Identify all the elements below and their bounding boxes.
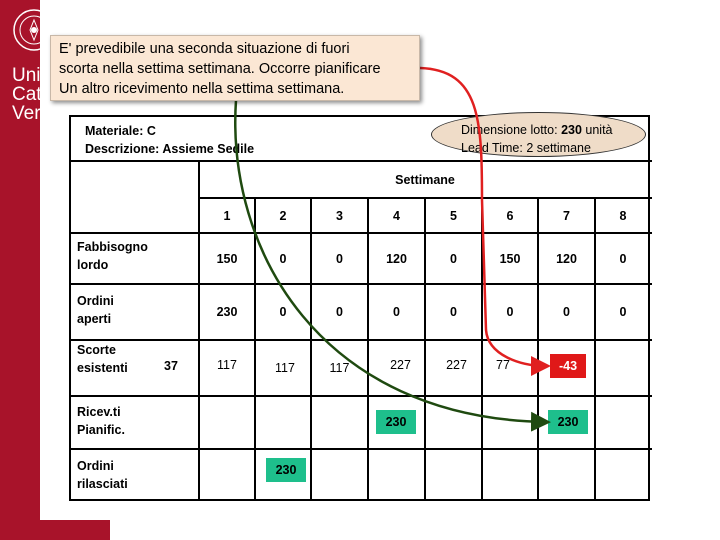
open-order-cell: 0 <box>506 305 514 319</box>
row-label-line: rilasciati <box>77 477 128 491</box>
gross-cell: 150 <box>216 251 238 266</box>
grid-line <box>69 395 652 397</box>
material-label: Materiale: C <box>85 124 156 138</box>
gross-cell: 120 <box>556 251 577 266</box>
description-label: Descrizione: Assieme Sedile <box>85 142 255 156</box>
row-label-gross <box>77 238 148 274</box>
week-header: 1 <box>223 208 231 223</box>
week-header: 2 <box>279 208 287 223</box>
stock-cell: 227 <box>446 358 467 372</box>
lot-size-value: 230 <box>561 123 582 137</box>
released-order-badge: 230 <box>266 458 306 482</box>
grid-line <box>69 448 652 450</box>
row-label-line: Scorte <box>77 343 116 357</box>
open-order-cell: 0 <box>393 305 400 319</box>
material-header <box>85 122 254 158</box>
row-label-planned-receipts <box>77 403 125 439</box>
open-order-cell: 0 <box>279 305 287 319</box>
gross-cell: 120 <box>386 251 407 266</box>
open-order-cell: 0 <box>336 305 343 319</box>
open-order-cell: 230 <box>216 305 238 319</box>
row-label-released-orders <box>77 457 128 493</box>
brand-line-2: Cat <box>12 84 42 105</box>
grid-line <box>69 339 652 341</box>
initial-stock-value: 37 <box>164 359 178 373</box>
callout-line: Un altro ricevimento nella settima settimana. <box>59 81 345 97</box>
row-label-line: esistenti <box>77 361 128 375</box>
gross-cell: 0 <box>450 251 457 266</box>
week-header: 8 <box>619 208 627 223</box>
gross-cell: 0 <box>619 251 627 266</box>
stock-cell: 227 <box>390 358 411 372</box>
callout-line: scorta nella settima settimana. Occorre pianificare <box>59 61 381 77</box>
row-label-line: Ordini <box>77 459 114 473</box>
week-header: 6 <box>506 208 514 223</box>
brand-line-1: Uni <box>12 65 41 86</box>
weeks-title: Settimane <box>395 172 455 187</box>
planned-receipt-badge: 230 <box>548 410 588 434</box>
lot-info <box>461 121 613 157</box>
week-header: 3 <box>336 208 343 223</box>
row-label-line: aperti <box>77 312 112 326</box>
row-label-open-orders <box>77 292 114 328</box>
stock-cell: 117 <box>329 361 350 375</box>
brand-wordmark <box>12 66 42 123</box>
gross-cell: 0 <box>279 251 287 266</box>
week-header: 7 <box>563 208 570 223</box>
brand-line-3: Ver <box>12 103 41 124</box>
lead-time-label: Lead Time: 2 settimane <box>461 141 591 155</box>
callout-line: E' prevedibile una seconda situazione di fuori <box>59 41 350 57</box>
stock-cell: 117 <box>217 358 237 372</box>
row-label-stock <box>77 341 128 377</box>
planned-receipt-badge: 230 <box>376 410 416 434</box>
open-order-cell: 0 <box>563 305 570 319</box>
gross-cell: 0 <box>336 251 343 266</box>
row-label-line: lordo <box>77 258 109 272</box>
row-label-line: Fabbisogno <box>77 240 148 254</box>
stock-cell: 77 <box>496 358 510 372</box>
week-header: 4 <box>393 208 400 223</box>
open-order-cell: 0 <box>450 305 457 319</box>
gross-cell: 150 <box>499 251 521 266</box>
row-label-line: Ricev.ti <box>77 405 121 419</box>
lot-size-label: Dimensione lotto: <box>461 123 562 137</box>
callout-note <box>50 35 420 101</box>
week-header: 5 <box>450 208 457 223</box>
stock-cell: 117 <box>275 361 295 375</box>
row-label-line: Ordini <box>77 294 114 308</box>
open-order-cell: 0 <box>619 305 627 319</box>
row-label-line: Pianific. <box>77 423 125 437</box>
stockout-badge: -43 <box>550 354 586 378</box>
lot-size-unit: unità <box>581 123 613 137</box>
